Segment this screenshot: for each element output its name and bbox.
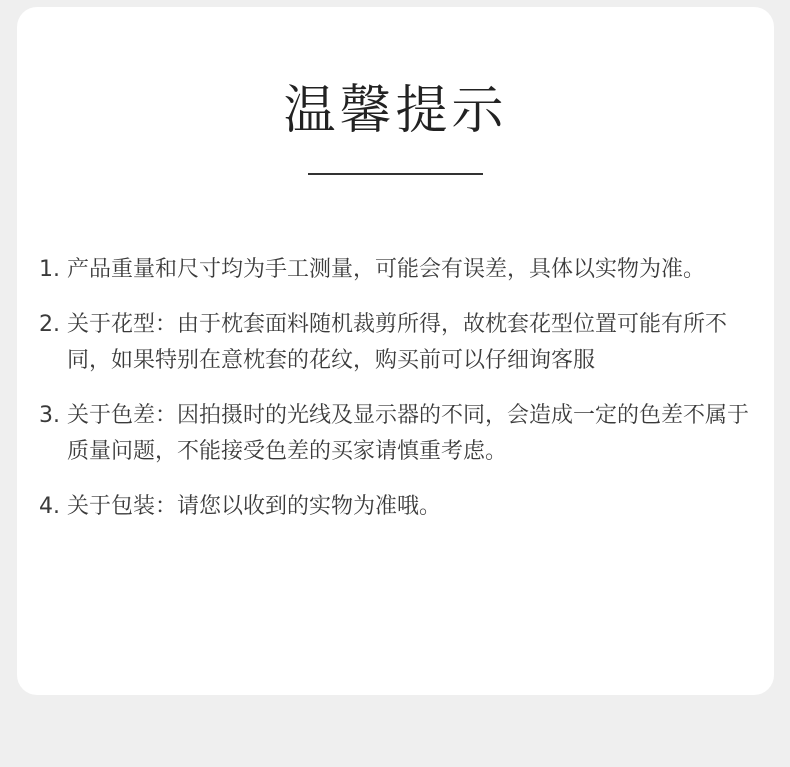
notice-item-number: 4. [39, 494, 67, 519]
notice-item-text: 关于包装：请您以收到的实物为准哦。 [66, 494, 441, 519]
notice-item [39, 307, 759, 379]
notice-item-number: 3. [39, 403, 67, 428]
notice-item-number: 2. [39, 312, 67, 337]
notice-item [39, 398, 759, 470]
page-title: 温馨提示 [283, 81, 508, 141]
notice-item-text: 关于花型：由于枕套面料随机裁剪所得，故枕套花型位置可能有所不同，如果特别在意枕套的花纹，购买前可以仔细询客服 [66, 312, 727, 373]
notice-item-number: 1. [39, 257, 67, 282]
notice-item [39, 489, 759, 525]
title-divider [308, 173, 483, 175]
notice-list [39, 252, 759, 544]
notice-card [17, 7, 774, 695]
notice-item [39, 252, 759, 288]
notice-item-text: 产品重量和尺寸均为手工测量，可能会有误差，具体以实物为准。 [66, 257, 705, 282]
notice-item-text: 关于色差：因拍摄时的光线及显示器的不同，会造成一定的色差不属于质量问题，不能接受色差的买家请慎重考虑。 [66, 403, 749, 464]
